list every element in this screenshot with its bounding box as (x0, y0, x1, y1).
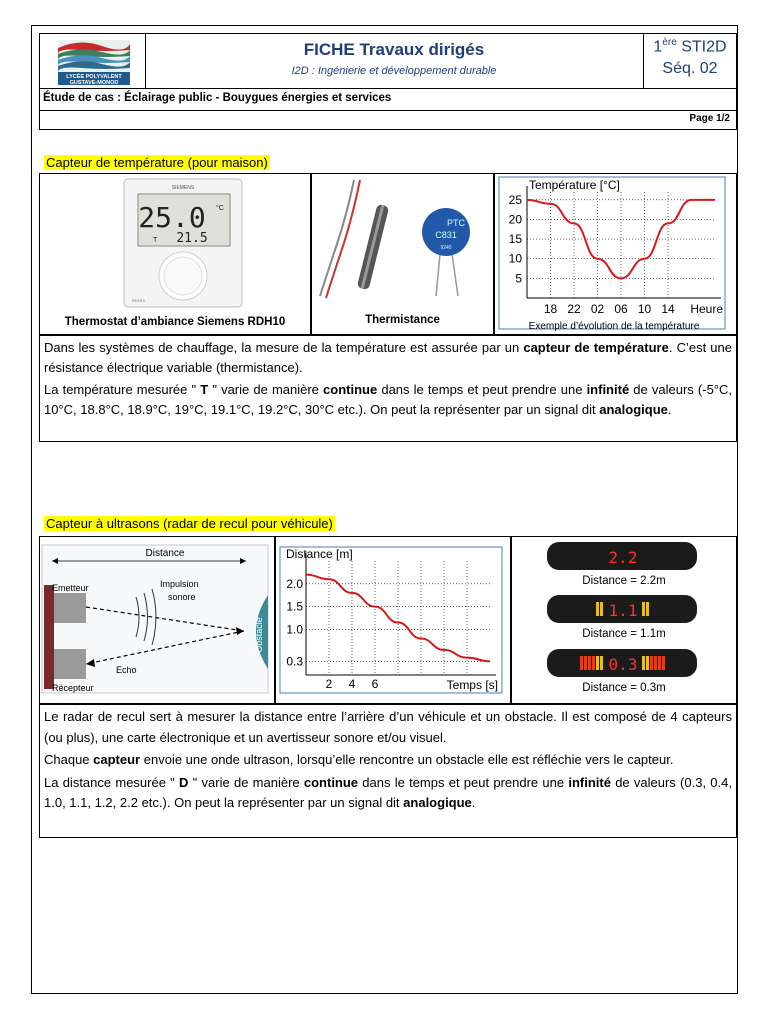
y-tick-label: 2.0 (286, 576, 303, 591)
display-distance-label: Distance = 2.2m (582, 575, 666, 587)
svg-text:SIEMENS: SIEMENS (171, 185, 195, 191)
display-bar (662, 656, 665, 670)
svg-text:25.0: 25.0 (138, 201, 206, 234)
svg-text:Récepteur: Récepteur (52, 683, 94, 693)
temperature-text: Dans les systèmes de chauffage, la mesure de la température est assurée par un capteur de température. C’est une résistance électrique variable (thermistance). La température mesurée " T " varie de manière continue dans le temps et peut prendre une infinité de valeurs (-5°C, 10°C, 18.8°C, 18.9°C, 19°C, 19.1°C, 19.2°C, 30°C etc.). On peut la représenter par un signal dit analogique. (39, 335, 737, 442)
thermostat-icon (40, 174, 312, 314)
display-value: 2.2 (608, 548, 638, 567)
y-tick-label: 0.3 (286, 654, 303, 669)
x-tick-label: 14 (661, 302, 675, 316)
display-bar (580, 656, 583, 670)
y-axis-label: Distance [m] (286, 547, 353, 561)
display-icon (512, 540, 736, 574)
y-tick-label: 1.5 (286, 599, 303, 614)
svg-text:RDH10: RDH10 (132, 298, 146, 303)
section-title-ultrasound: Capteur à ultrasons (radar de recul pour véhicule) (46, 516, 333, 531)
school-logo (40, 34, 146, 88)
y-tick-label: 5 (515, 271, 522, 286)
page-frame (31, 25, 738, 994)
x-tick-label: 2 (325, 677, 333, 691)
display-bar (588, 656, 591, 670)
display-bar (646, 602, 649, 616)
display-icon (512, 593, 736, 627)
distance-chart-box (275, 536, 511, 704)
parking-displays-box (511, 536, 737, 704)
svg-text:Distance: Distance (145, 548, 185, 559)
svg-text:Impulsion: Impulsion (160, 579, 199, 589)
x-tick-label: 02 (590, 302, 605, 316)
svg-text:°C: °C (216, 205, 224, 212)
display-bar (650, 656, 653, 670)
logo-line2: GUSTAVE-MONOD (69, 80, 119, 86)
thermistance-image-box (311, 173, 494, 335)
ultrasound-diagram-box (39, 536, 275, 704)
display-bar (592, 656, 595, 670)
temperature-chart (495, 174, 736, 334)
thermistor-icon (312, 174, 495, 314)
distance-chart (276, 537, 510, 703)
display-bar (642, 656, 645, 670)
display-bar (600, 602, 603, 616)
section-title-temperature: Capteur de température (pour maison) (46, 155, 268, 170)
chart-caption: Exemple d’évolution de la température (528, 321, 700, 332)
x-axis-label: Heure (690, 302, 723, 316)
thermistance-caption: Thermistance (365, 314, 440, 326)
display-bar (646, 656, 649, 670)
y-tick-label: 20 (508, 212, 522, 227)
temperature-chart-box (494, 173, 737, 335)
y-tick-label: 1.0 (286, 622, 303, 637)
thermostat-image-box (39, 173, 311, 335)
y-axis-label: Température [°C] (529, 178, 620, 192)
display-bar (596, 602, 599, 616)
title-cell (145, 34, 644, 88)
parking-display (512, 647, 736, 699)
parking-display (512, 593, 736, 645)
svg-text:C831: C831 (435, 230, 457, 240)
thermostat-caption: Thermostat d’ambiance Siemens RDH10 (64, 316, 286, 328)
svg-text:T: T (153, 237, 158, 244)
case-study-line: Étude de cas : Éclairage public - Bouygues énergies et services (39, 89, 737, 111)
logo-line1: LYCÉE POLYVALENT (66, 74, 122, 80)
display-bar (584, 656, 587, 670)
display-distance-label: Distance = 1.1m (582, 628, 666, 640)
display-bar (642, 602, 645, 616)
class-level: 1ère STI2D (653, 37, 727, 56)
svg-text:Echo: Echo (116, 665, 137, 675)
sequence-cell (643, 34, 737, 88)
y-tick-label: 25 (508, 192, 522, 207)
svg-text:PTC: PTC (447, 218, 465, 228)
display-value: 1.1 (608, 601, 638, 620)
x-tick-label: 06 (614, 302, 628, 316)
sequence-number: Séq. 02 (662, 60, 718, 78)
y-tick-label: 15 (508, 232, 522, 247)
svg-text:Obstacle: Obstacle (254, 617, 264, 653)
x-tick-label: 4 (348, 677, 356, 691)
page-number: Page 1/2 (39, 111, 737, 130)
display-bar (596, 656, 599, 670)
x-tick-label: 6 (371, 677, 379, 691)
display-bar (654, 656, 657, 670)
parking-display (512, 540, 736, 592)
display-distance-label: Distance = 0.3m (582, 682, 666, 694)
ultrasound-diagram (40, 537, 274, 703)
display-bar (600, 656, 603, 670)
x-tick-label: 10 (637, 302, 652, 316)
ultrasound-text: Le radar de recul sert à mesurer la distance entre l’arrière d’un véhicule et un obstacle. Il est composé de 4 capteurs (ou plus), une carte électronique et un avertisseur sonore et/ou visuel. Chaque capteur envoie une onde ultrason, lorsqu’elle rencontre un obstacle elle est réfléchie vers le capteur. La distance mesurée " D " varie de manière continue dans le temps et peut prendre une infinité de valeurs (0.3, 0.4, 1.0, 1.1, 1.2, 2.2 etc.). On peut la représenter par un signal dit analogique. (39, 704, 737, 838)
x-tick-label: 18 (543, 302, 558, 316)
display-icon (512, 647, 736, 681)
page-title: FICHE Travaux dirigés (303, 40, 485, 59)
x-tick-label: 22 (567, 302, 581, 316)
svg-text:21.5: 21.5 (176, 231, 208, 246)
header (39, 33, 737, 89)
svg-text:sonore: sonore (168, 592, 196, 602)
display-value: 0.3 (608, 655, 638, 674)
x-axis-label: Temps [s] (446, 678, 498, 692)
y-tick-label: 10 (508, 251, 522, 266)
svg-text:Emetteur: Emetteur (52, 583, 89, 593)
display-bar (658, 656, 661, 670)
svg-text:9240: 9240 (440, 245, 452, 251)
page-subtitle: I2D : Ingénierie et développement durable (291, 65, 497, 77)
